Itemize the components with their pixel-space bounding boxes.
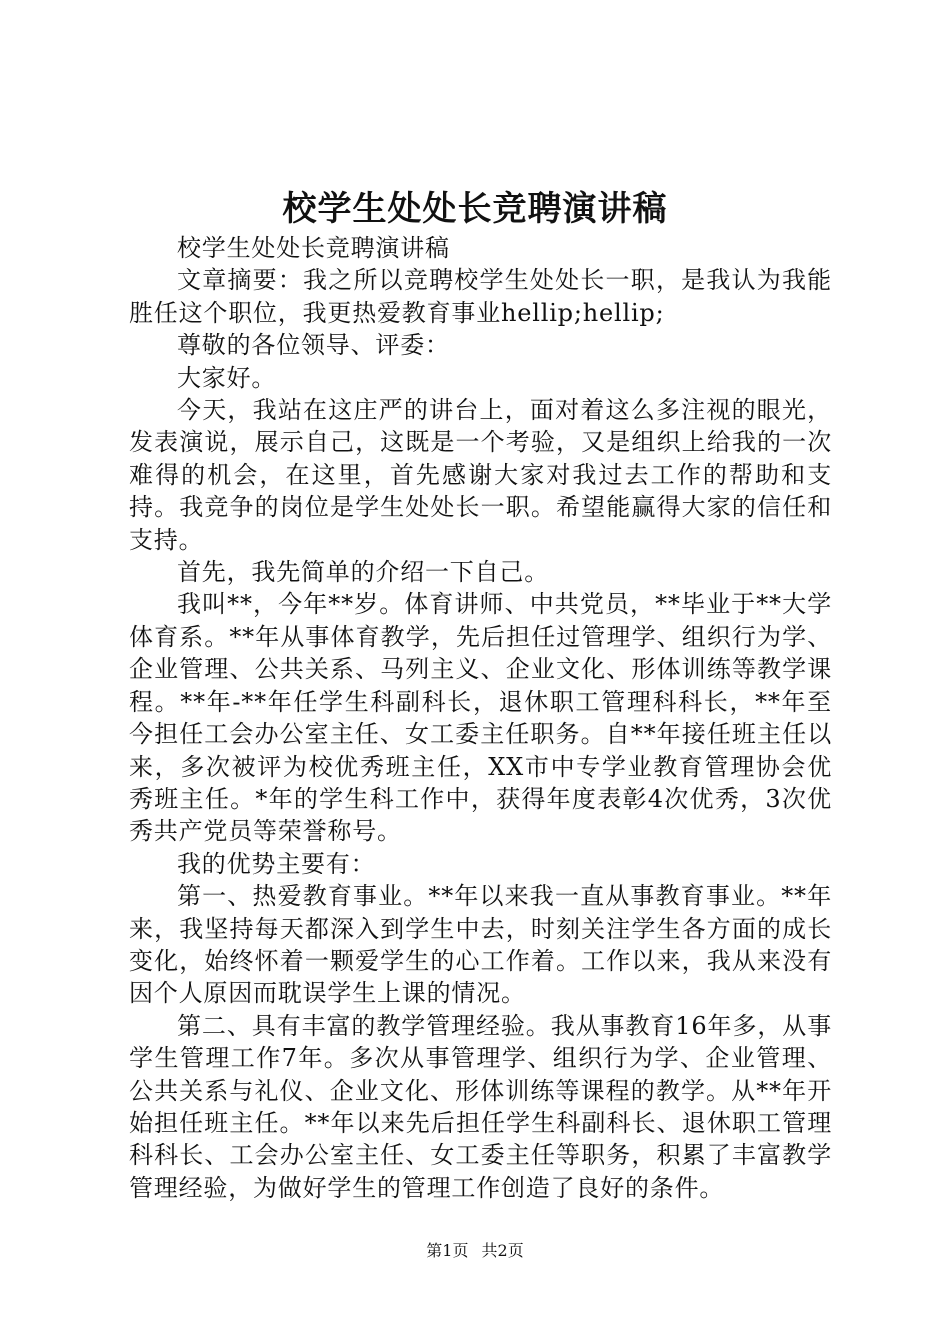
- paragraph-salutation: 尊敬的各位领导、评委：: [177, 331, 450, 360]
- page-total: 共2页: [481, 1241, 524, 1260]
- document-body: [129, 232, 832, 1204]
- paragraph-advantage-2: 第二、具有丰富的教学管理经验。我从事教育16年多，从事学生管理工作7年。多次从事管理学、组织行为学、企业管理、公共关系与礼仪、企业文化、形体训练等课程的教学。从**年开始担任班主任。**年以来先后担任学生科副科长、退休职工管理科科长、工会办公室主任、女工委主任等职务，积累了丰富教学管理经验，为做好学生的管理工作创造了良好的条件。: [129, 1011, 832, 1202]
- page-title: 校学生处处长竞聘演讲稿: [282, 189, 668, 229]
- page-number: 第1页: [426, 1241, 469, 1260]
- paragraph-subtitle: 校学生处处长竞聘演讲稿: [177, 234, 450, 262]
- paragraph-intro: 首先，我先简单的介绍一下自己。: [177, 558, 549, 587]
- paragraph-opening: 今天，我站在这庄严的讲台上，面对着这么多注视的眼光，发表演说，展示自己，这既是一个考验，又是组织上给我的一次难得的机会，在这里，首先感谢大家对我过去工作的帮助和支持。我竞争的岗位是学生处处长一职。希望能赢得大家的信任和支持。: [129, 396, 832, 554]
- paragraph-biography: 我叫**，今年**岁。体育讲师、中共党员，**毕业于**大学体育系。**年从事体育教学，先后担任过管理学、组织行为学、企业管理、公共关系、马列主义、企业文化、形体训练等教学课程。**年-**年任学生科副科长，退休职工管理科科长，**年至今担任工会办公室主任、女工委主任职务。自**年接任班主任以来，多次被评为校优秀班主任，XX市中专学业教育管理协会优秀班主任。*年的学生科工作中，获得年度表彰4次优秀，3次优秀共产党员等荣誉称号。: [129, 590, 832, 846]
- paragraph-advantage-1: 第一、热爱教育事业。**年以来我一直从事教育事业。**年来，我坚持每天都深入到学生中去，时刻关注学生各方面的成长变化，始终怀着一颗爱学生的心工作着。工作以来，我从来没有因个人原因而耽误学生上课的情况。: [129, 882, 832, 1008]
- page-footer: [0, 1240, 950, 1262]
- paragraph-greeting: 大家好。: [177, 363, 277, 392]
- paragraph-abstract: 文章摘要：我之所以竞聘校学生处处长一职，是我认为我能胜任这个职位，我更热爱教育事业hellip;hellip;: [129, 266, 832, 327]
- paragraph-advantages-heading: 我的优势主要有：: [177, 849, 376, 878]
